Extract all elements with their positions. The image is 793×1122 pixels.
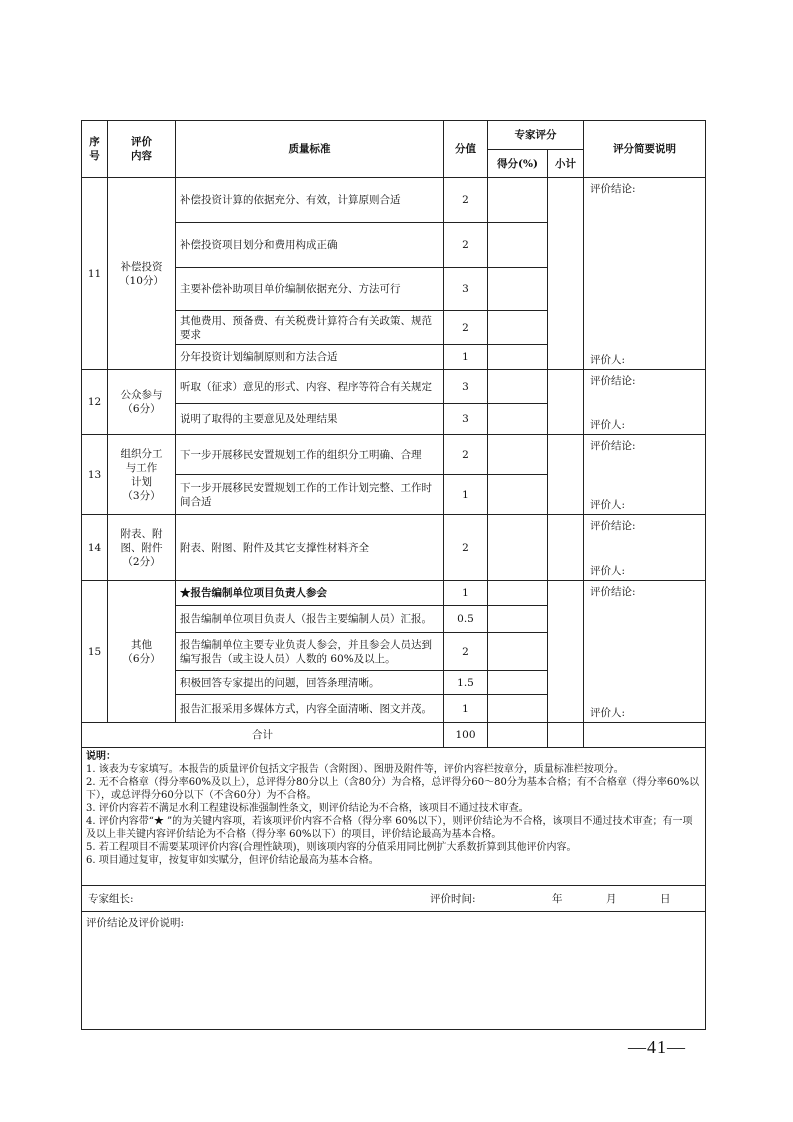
score-value: 3 — [444, 404, 488, 435]
quality-standard: 听取（征求）意见的形式、内容、程序等符合有关规定 — [176, 370, 444, 404]
year-label: 年 — [552, 892, 563, 905]
section-content: 附表、附 图、附件 （2分） — [108, 515, 176, 581]
rater-label: 评价人: — [590, 419, 626, 431]
score-pct-cell[interactable] — [488, 311, 548, 345]
total-subtotal-cell[interactable] — [548, 723, 584, 748]
leader-row — [82, 886, 706, 912]
score-value: 2 — [444, 178, 488, 223]
section-number: 11 — [82, 178, 108, 370]
table-row — [82, 581, 706, 606]
rater-label: 评价人: — [590, 565, 626, 577]
summary-cell[interactable] — [584, 515, 706, 581]
score-pct-cell[interactable] — [488, 475, 548, 515]
header-score-value: 分值 — [444, 121, 488, 178]
subtotal-cell[interactable] — [548, 515, 584, 581]
day-label: 日 — [660, 892, 671, 905]
evaluation-table — [81, 120, 706, 1030]
header-summary: 评分简要说明 — [584, 121, 706, 178]
score-pct-cell[interactable] — [488, 515, 548, 581]
header-standard: 质量标准 — [176, 121, 444, 178]
conclusion-label: 评价结论: — [590, 440, 636, 452]
section-number: 13 — [82, 435, 108, 515]
conclusion-cell[interactable] — [82, 912, 706, 1030]
score-value: 2 — [444, 311, 488, 345]
quality-standard: 补偿投资计算的依据充分、有效，计算原则合适 — [176, 178, 444, 223]
conclusion-title: 评价结论及评价说明: — [86, 917, 185, 929]
conclusion-label: 评价结论: — [590, 375, 636, 387]
table-row — [82, 370, 706, 404]
quality-standard: 下一步开展移民安置规划工作的组织分工明确、合理 — [176, 435, 444, 475]
header-no: 序 号 — [82, 121, 108, 178]
quality-standard: 积极回答专家提出的问题，回答条理清晰。 — [176, 671, 444, 695]
note-line: 3. 评价内容若不满足水利工程建设标准强制性条文，则评价结论为不合格，该项目不通过技术审查。 — [86, 803, 529, 814]
conclusion-label: 评价结论: — [590, 520, 636, 532]
note-line: 2. 无不合格章（得分率60%及以上），总评得分80分以上（含80分）为合格，总评得分60～80分为基本合格；有不合格章（得分率60%以下），或总评得分60分以下（不含60分）为不合格。 — [86, 777, 700, 801]
quality-standard: 其他费用、预备费、有关税费计算符合有关政策、规范要求 — [176, 311, 444, 345]
score-value: 3 — [444, 370, 488, 404]
subtotal-cell[interactable] — [548, 581, 584, 723]
section-number: 14 — [82, 515, 108, 581]
conclusion-row — [82, 912, 706, 1030]
note-line: 5. 若工程项目不需要某项评价内容(合理性缺项)，则该项内容的分值采用同比例扩大系数折算到其他评价内容。 — [86, 842, 577, 853]
header-content: 评价 内容 — [108, 121, 176, 178]
notes-block — [82, 748, 706, 886]
section-number: 15 — [82, 581, 108, 723]
leader-time-cell[interactable] — [82, 886, 706, 912]
summary-cell[interactable] — [584, 178, 706, 370]
leader-label: 专家组长: — [88, 892, 134, 905]
total-summary-cell[interactable] — [584, 723, 706, 748]
total-score: 100 — [444, 723, 488, 748]
score-pct-cell[interactable] — [488, 606, 548, 633]
notes-title: 说明： — [86, 751, 116, 762]
score-value: 2 — [444, 435, 488, 475]
header-expert: 专家评分 — [488, 121, 584, 150]
subtotal-cell[interactable] — [548, 178, 584, 370]
score-pct-cell[interactable] — [488, 178, 548, 223]
score-pct-cell[interactable] — [488, 671, 548, 695]
section-number: 12 — [82, 370, 108, 435]
subtotal-cell[interactable] — [548, 435, 584, 515]
quality-standard: 分年投资计划编制原则和方法合适 — [176, 345, 444, 370]
table-row — [82, 435, 706, 475]
total-row — [82, 723, 706, 748]
section-content: 补偿投资 （10分） — [108, 178, 176, 370]
quality-standard: 附表、附图、附件及其它支撑性材料齐全 — [176, 515, 444, 581]
score-pct-cell[interactable] — [488, 223, 548, 268]
score-value: 3 — [444, 268, 488, 311]
rater-label: 评价人: — [590, 707, 626, 719]
summary-cell[interactable] — [584, 435, 706, 515]
score-pct-cell[interactable] — [488, 404, 548, 435]
score-value: 1 — [444, 475, 488, 515]
score-value: 1 — [444, 581, 488, 606]
score-value: 1 — [444, 695, 488, 723]
month-label: 月 — [606, 892, 617, 905]
note-line: 6. 项目通过复审，按复审如实赋分，但评价结论最高为基本合格。 — [86, 855, 379, 866]
header-subtotal: 小计 — [548, 150, 584, 178]
subtotal-cell[interactable] — [548, 370, 584, 435]
quality-standard: 下一步开展移民安置规划工作的工作计划完整、工作时间合适 — [176, 475, 444, 515]
quality-standard: 主要补偿补助项目单价编制依据充分、方法可行 — [176, 268, 444, 311]
score-value: 2 — [444, 223, 488, 268]
time-label: 评价时间: — [430, 892, 476, 905]
page-number: —41— — [628, 1037, 686, 1057]
quality-standard: 说明了取得的主要意见及处理结果 — [176, 404, 444, 435]
conclusion-label: 评价结论: — [590, 586, 636, 598]
rater-label: 评价人: — [590, 354, 626, 366]
total-pct-cell[interactable] — [488, 723, 548, 748]
section-content: 公众参与 （6分） — [108, 370, 176, 435]
section-content: 组织分工 与工作 计划 （3分） — [108, 435, 176, 515]
rater-label: 评价人: — [590, 499, 626, 511]
quality-standard: 报告编制单位项目负责人（报告主要编制人员）汇报。 — [176, 606, 444, 633]
summary-cell[interactable] — [584, 370, 706, 435]
section-content: 其他 （6分） — [108, 581, 176, 723]
score-pct-cell[interactable] — [488, 633, 548, 671]
conclusion-label: 评价结论: — [590, 183, 636, 195]
score-pct-cell[interactable] — [488, 268, 548, 311]
score-pct-cell[interactable] — [488, 581, 548, 606]
score-pct-cell[interactable] — [488, 695, 548, 723]
note-line: 1. 该表为专家填写。本报告的质量评价包括文字报告（含附图）、图册及附件等，评价内容栏按章分，质量标准栏按项分。 — [86, 764, 624, 775]
quality-standard: 报告汇报采用多媒体方式，内容全面清晰、图文并茂。 — [176, 695, 444, 723]
score-value: 0.5 — [444, 606, 488, 633]
quality-standard: ★报告编制单位项目负责人参会 — [176, 581, 444, 606]
note-line: 4. 评价内容带“★ ”的为关键内容项，若该项评价内容不合格（得分率 60%以下），则评价结论为不合格，该项目不通过技术审查；有一项及以上非关键内容评价结论为不合格（得分率 60%以下）的项目，评价结论最高为基本合格。 — [86, 816, 693, 840]
score-pct-cell[interactable] — [488, 435, 548, 475]
score-pct-cell[interactable] — [488, 345, 548, 370]
table-row — [82, 178, 706, 223]
notes-row — [82, 748, 706, 886]
score-value: 1.5 — [444, 671, 488, 695]
score-pct-cell[interactable] — [488, 370, 548, 404]
score-value: 1 — [444, 345, 488, 370]
total-label: 合计 — [82, 723, 444, 748]
quality-standard: 报告编制单位主要专业负责人参会，并且参会人员达到编写报告（或主设人员）人数的 60%及以上。 — [176, 633, 444, 671]
score-value: 2 — [444, 633, 488, 671]
summary-cell[interactable] — [584, 581, 706, 723]
header-score-pct: 得分(%) — [488, 150, 548, 178]
quality-standard: 补偿投资项目划分和费用构成正确 — [176, 223, 444, 268]
table-row — [82, 515, 706, 581]
score-value: 2 — [444, 515, 488, 581]
